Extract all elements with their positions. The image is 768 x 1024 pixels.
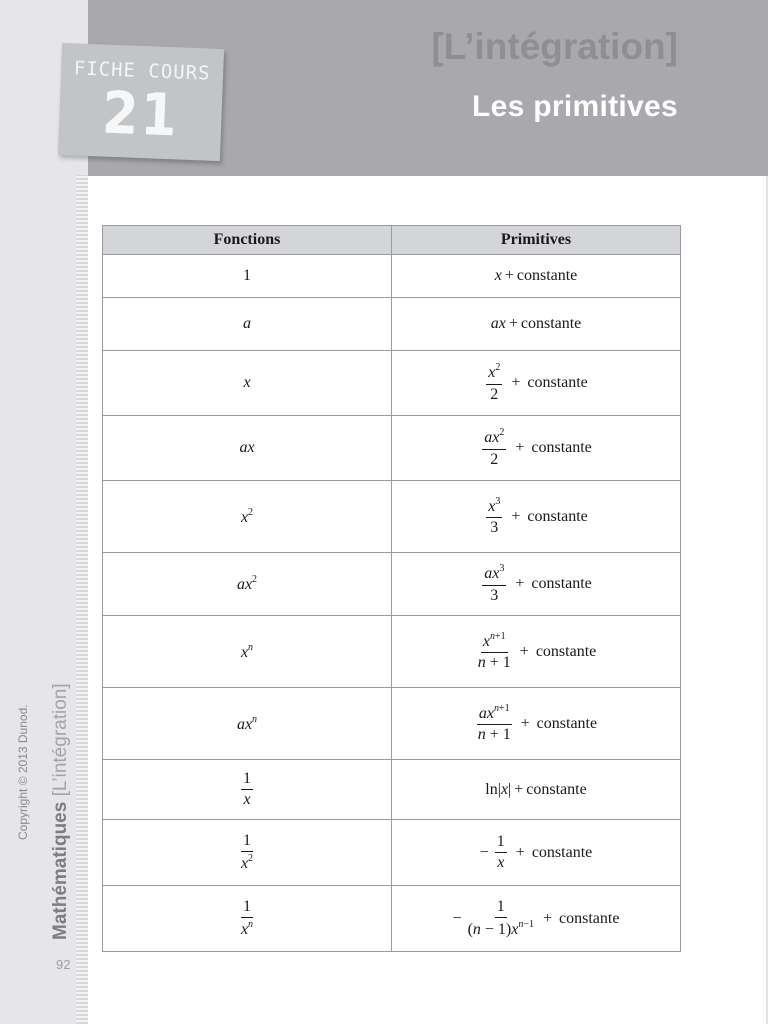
table-header-row <box>103 226 681 255</box>
table-row <box>103 255 681 298</box>
sidebar-edge-strip <box>76 175 88 1024</box>
constant-word: constante <box>531 575 592 592</box>
primitive-cell: $\frac{ax^3}{3}$ + constante <box>392 553 681 616</box>
function-cell: $ax^n$ <box>103 688 392 760</box>
header-primitives: Primitives <box>392 226 681 255</box>
constant-word: constante <box>527 374 588 391</box>
copyright-notice: Copyright © 2013 Dunod. <box>16 704 30 840</box>
table-row <box>103 553 681 616</box>
table-row <box>103 481 681 553</box>
page-title: Les primitives <box>472 90 678 123</box>
function-cell: $x^n$ <box>103 616 392 688</box>
fiche-label: FICHE COURS <box>73 57 211 85</box>
function-cell: a <box>103 298 392 351</box>
table-row <box>103 688 681 760</box>
function-cell: $\frac{1}{x^2}$ <box>103 820 392 886</box>
table-row <box>103 820 681 886</box>
running-footer <box>50 683 72 940</box>
table-row <box>103 298 681 351</box>
constant-word: constante <box>516 267 578 284</box>
function-cell: $ax^2$ <box>103 553 392 616</box>
constant-word: constante <box>531 439 592 456</box>
header-fonctions: Fonctions <box>103 226 392 255</box>
section-title: [L’intégration] <box>431 26 678 67</box>
primitive-cell: $\frac{ax^{n+1}}{n + 1}$ + constante <box>392 688 681 760</box>
constant-word: constante <box>531 843 593 861</box>
function-cell: $\frac{1}{x}$ <box>103 760 392 820</box>
table-row <box>103 886 681 952</box>
page-number: 92 <box>56 957 71 972</box>
primitive-cell: $\frac{ax^2}{2}$ + constante <box>392 416 681 481</box>
subject-name: Mathématiques <box>50 801 71 940</box>
primitive-cell: $\frac{x^{n+1}}{n + 1}$ + constante <box>392 616 681 688</box>
primitive-cell: x + constante <box>392 255 681 298</box>
subject-section: [L’intégration] <box>50 683 71 797</box>
fiche-number: 21 <box>100 78 181 150</box>
function-cell: $x^2$ <box>103 481 392 553</box>
primitive-cell: $\frac{x^3}{3}$ + constante <box>392 481 681 553</box>
constant-word: constante <box>536 714 598 732</box>
constant-word: constante <box>520 315 582 332</box>
table-row <box>103 760 681 820</box>
function-cell: $\frac{1}{x^n}$ <box>103 886 392 952</box>
constant-word: constante <box>535 642 597 660</box>
primitive-cell: − $\frac{1}{(n - 1)x^{n-1}}$ + constante <box>392 886 681 952</box>
table-row <box>103 616 681 688</box>
constant-word: constante <box>527 507 588 525</box>
primitives-table <box>102 225 681 952</box>
constant-word: constante <box>526 780 587 798</box>
constant-word: constante <box>559 909 620 927</box>
fiche-cours-card <box>58 43 224 161</box>
primitive-cell: $\frac{x^2}{2}$ + constante <box>392 351 681 416</box>
primitive-cell: − $\frac{1}{x}$ + constante <box>392 820 681 886</box>
function-cell: ax <box>103 416 392 481</box>
primitive-cell: ax + constante <box>392 298 681 351</box>
table-row <box>103 351 681 416</box>
primitive-cell: ln|x| + constante <box>392 760 681 820</box>
function-cell: x <box>103 351 392 416</box>
function-cell: 1 <box>103 255 392 298</box>
table-row <box>103 416 681 481</box>
